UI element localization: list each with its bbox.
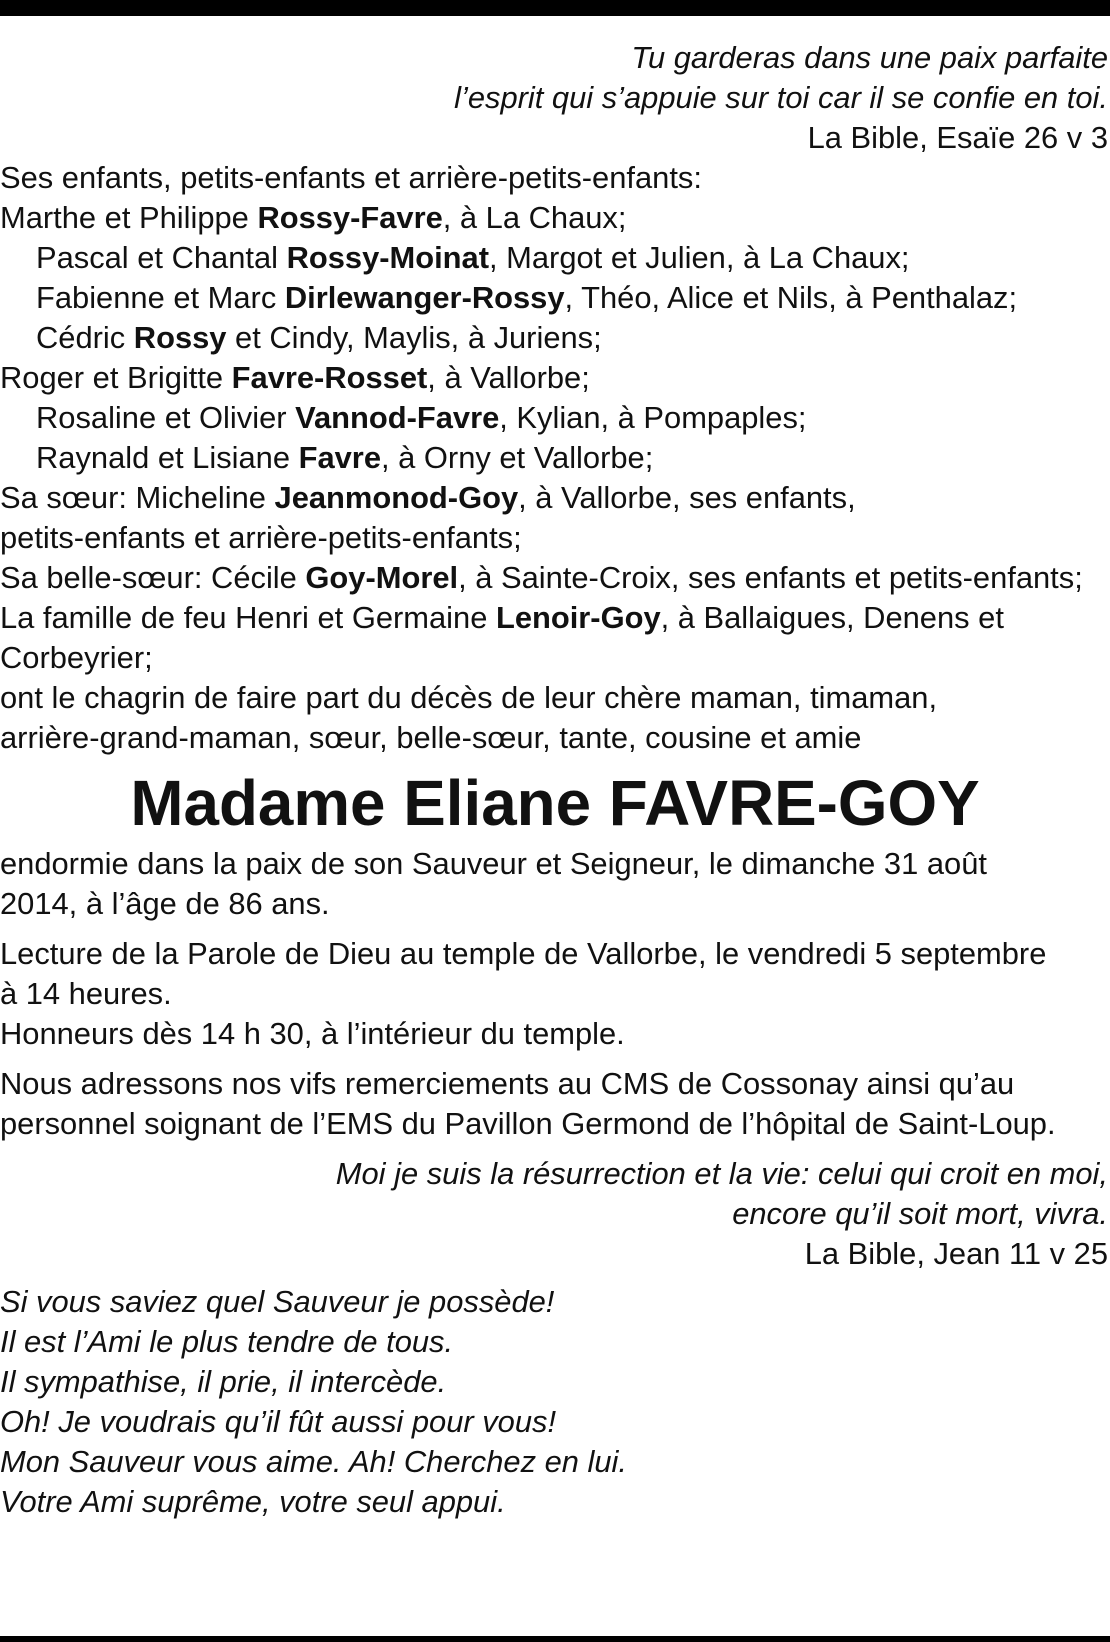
closing-verse [0,1154,1110,1274]
family-surname: Goy-Morel [305,560,459,595]
poem-line: Il est l’Ami le plus tendre de tous. [0,1324,454,1359]
family-line: Raynald et Lisiane Favre, à Orny et Vallorbe; [36,440,654,475]
poem [0,1282,1110,1522]
service-line: Lecture de la Parole de Dieu au temple de Vallorbe, le vendredi 5 septembre [0,936,1047,971]
service-details [0,934,1110,1054]
poem-line: Si vous saviez quel Sauveur je possède! [0,1284,555,1319]
family-intro: Ses enfants, petits-enfants et arrière-petits-enfants: [0,160,702,195]
family-surname: Rossy [133,320,227,355]
family-line: petits-enfants et arrière-petits-enfants; [0,520,522,555]
family-line: La famille de feu Henri et Germaine Lenoir-Goy, à Ballaigues, Denens et [0,600,1004,635]
family-line: Pascal et Chantal Rossy-Moinat, Margot et Julien, à La Chaux; [36,240,910,275]
thanks [0,1064,1110,1144]
death-line: endormie dans la paix de son Sauveur et Seigneur, le dimanche 31 août [0,846,987,881]
family-surname: Rossy-Moinat [286,240,489,275]
poem-line: Mon Sauveur vous aime. Ah! Cherchez en lui. [0,1444,627,1479]
verse-line: Moi je suis la résurrection et la vie: celui qui croit en moi, [335,1156,1108,1191]
announcement-line: arrière-grand-maman, sœur, belle-sœur, tante, cousine et amie [0,720,862,755]
family-line: Roger et Brigitte Favre-Rosset, à Vallorbe; [0,360,590,395]
family-list [0,158,1110,758]
poem-line: Votre Ami suprême, votre seul appui. [0,1484,506,1519]
death-details [0,844,1110,924]
verse-line: Tu garderas dans une paix parfaite [631,40,1108,75]
obituary-notice [0,38,1110,1522]
family-line: Corbeyrier; [0,640,153,675]
family-surname: Lenoir-Goy [495,600,661,635]
family-line: Marthe et Philippe Rossy-Favre, à La Chaux; [0,200,627,235]
poem-line: Il sympathise, il prie, il intercède. [0,1364,447,1399]
verse-line: encore qu’il soit mort, vivra. [732,1196,1108,1231]
verse-line: l’esprit qui s’appuie sur toi car il se confie en toi. [454,80,1108,115]
service-line: à 14 heures. [0,976,172,1011]
family-line: Sa belle-sœur: Cécile Goy-Morel, à Sainte-Croix, ses enfants et petits-enfants; [0,560,1083,595]
deceased-name: Madame Eliane FAVRE-GOY [130,767,980,839]
poem-line: Oh! Je voudrais qu’il fût aussi pour vous! [0,1404,557,1439]
verse-reference: La Bible, Esaïe 26 v 3 [807,120,1108,155]
family-line: Fabienne et Marc Dirlewanger-Rossy, Théo, Alice et Nils, à Penthalaz; [36,280,1018,315]
top-rule [0,0,1110,16]
family-surname: Favre [298,440,381,475]
family-line: Sa sœur: Micheline Jeanmonod-Goy, à Vallorbe, ses enfants, [0,480,856,515]
thanks-line: personnel soignant de l’EMS du Pavillon Germond de l’hôpital de Saint-Loup. [0,1106,1056,1141]
family-surname: Dirlewanger-Rossy [284,280,565,315]
bottom-rule [0,1636,1110,1642]
death-line: 2014, à l’âge de 86 ans. [0,886,330,921]
announcement-line: ont le chagrin de faire part du décès de leur chère maman, timaman, [0,680,938,715]
family-surname: Vannod-Favre [295,400,500,435]
family-line: Cédric Rossy et Cindy, Maylis, à Juriens; [36,320,602,355]
verse-reference: La Bible, Jean 11 v 25 [804,1236,1108,1271]
thanks-line: Nous adressons nos vifs remerciements au CMS de Cossonay ainsi qu’au [0,1066,1015,1101]
family-surname: Favre-Rosset [231,360,428,395]
opening-verse [0,38,1110,158]
family-line: Rosaline et Olivier Vannod-Favre, Kylian, à Pompaples; [36,400,807,435]
family-surname: Rossy-Favre [257,200,443,235]
family-surname: Jeanmonod-Goy [274,480,519,515]
honours-line: Honneurs dès 14 h 30, à l’intérieur du temple. [0,1016,625,1051]
